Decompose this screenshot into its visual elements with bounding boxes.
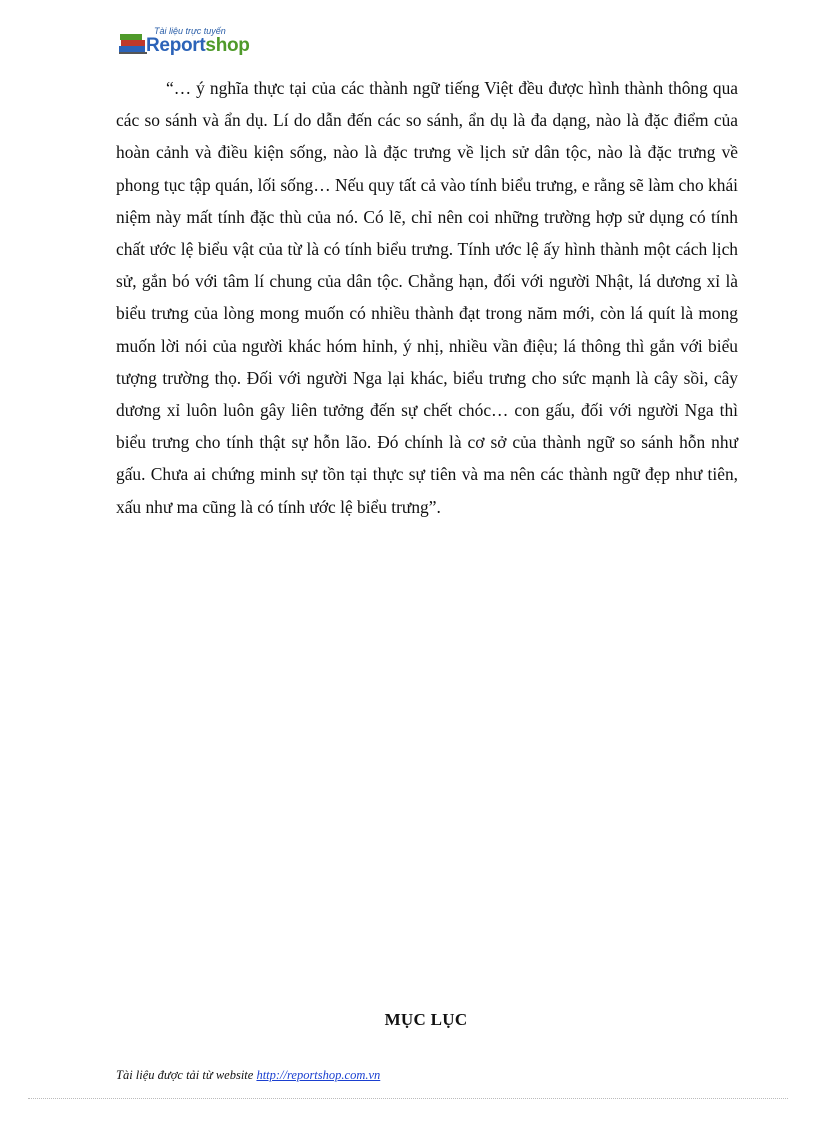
reportshop-logo (116, 26, 286, 60)
logo-word-shop: shop (205, 35, 250, 56)
footer-divider (28, 1098, 788, 1099)
logo-wordmark (146, 35, 250, 57)
footer-text: Tài liệu được tải từ website (116, 1068, 257, 1082)
section-heading: MỤC LỤC (384, 1010, 468, 1029)
logo-word-report: Report (146, 35, 206, 56)
footer-link[interactable]: http://reportshop.com.vn (256, 1068, 381, 1082)
quote-paragraph: “… ý nghĩa thực tại của các thành ngữ tiếng Việt đều được hình thành thông qua các so sánh và ẩn dụ. Lí do dẫn đến các so sánh, ẩn dụ là đa dạng, nào là đặc điểm của hoàn cảnh và điều kiện sống, nào là đặc trưng về lịch sử dân tộc, nào là đặc trưng về phong tục tập quán, lối sống… Nếu quy tất cả vào tính biểu trưng, e rằng sẽ làm cho khái niệm này mất tính đặc thù của nó. Có lẽ, chỉ nên coi những trường hợp sử dụng có tính chất ước lệ biểu vật của từ là có tính biểu trưng. Tính ước lệ ấy hình thành một cách lịch sử, gắn bó với tâm lí chung của dân tộc. Chẳng hạn, đối với người Nhật, lá dương xỉ là biểu trưng của lòng mong muốn có nhiều thành đạt trong năm mới, còn lá quít là mong muốn lời nói của người khác hóm hỉnh, ý nhị, nhiều vần điệu; lá thông thì gắn với biểu tượng trường thọ. Đối với người Nga lại khác, biểu trưng cho sức mạnh là cây sồi, cây dương xỉ luôn luôn gây liên tưởng đến sự chết chóc… con gấu, đối với người Nga thì biểu trưng cho tính thật sự hỗn lão. Đó chính là cơ sở của thành ngữ so sánh hỗn như gấu. Chưa ai chứng minh sự tồn tại thực sự tiên và ma nên các thành ngữ đẹp như tiên, xấu như ma cũng là có tính ước lệ biểu trưng”. (116, 78, 738, 517)
books-icon (118, 30, 148, 56)
page-footer (116, 1068, 380, 1083)
logo-tagline: Tài liệu trực tuyến (154, 26, 226, 36)
document-body (116, 72, 738, 523)
